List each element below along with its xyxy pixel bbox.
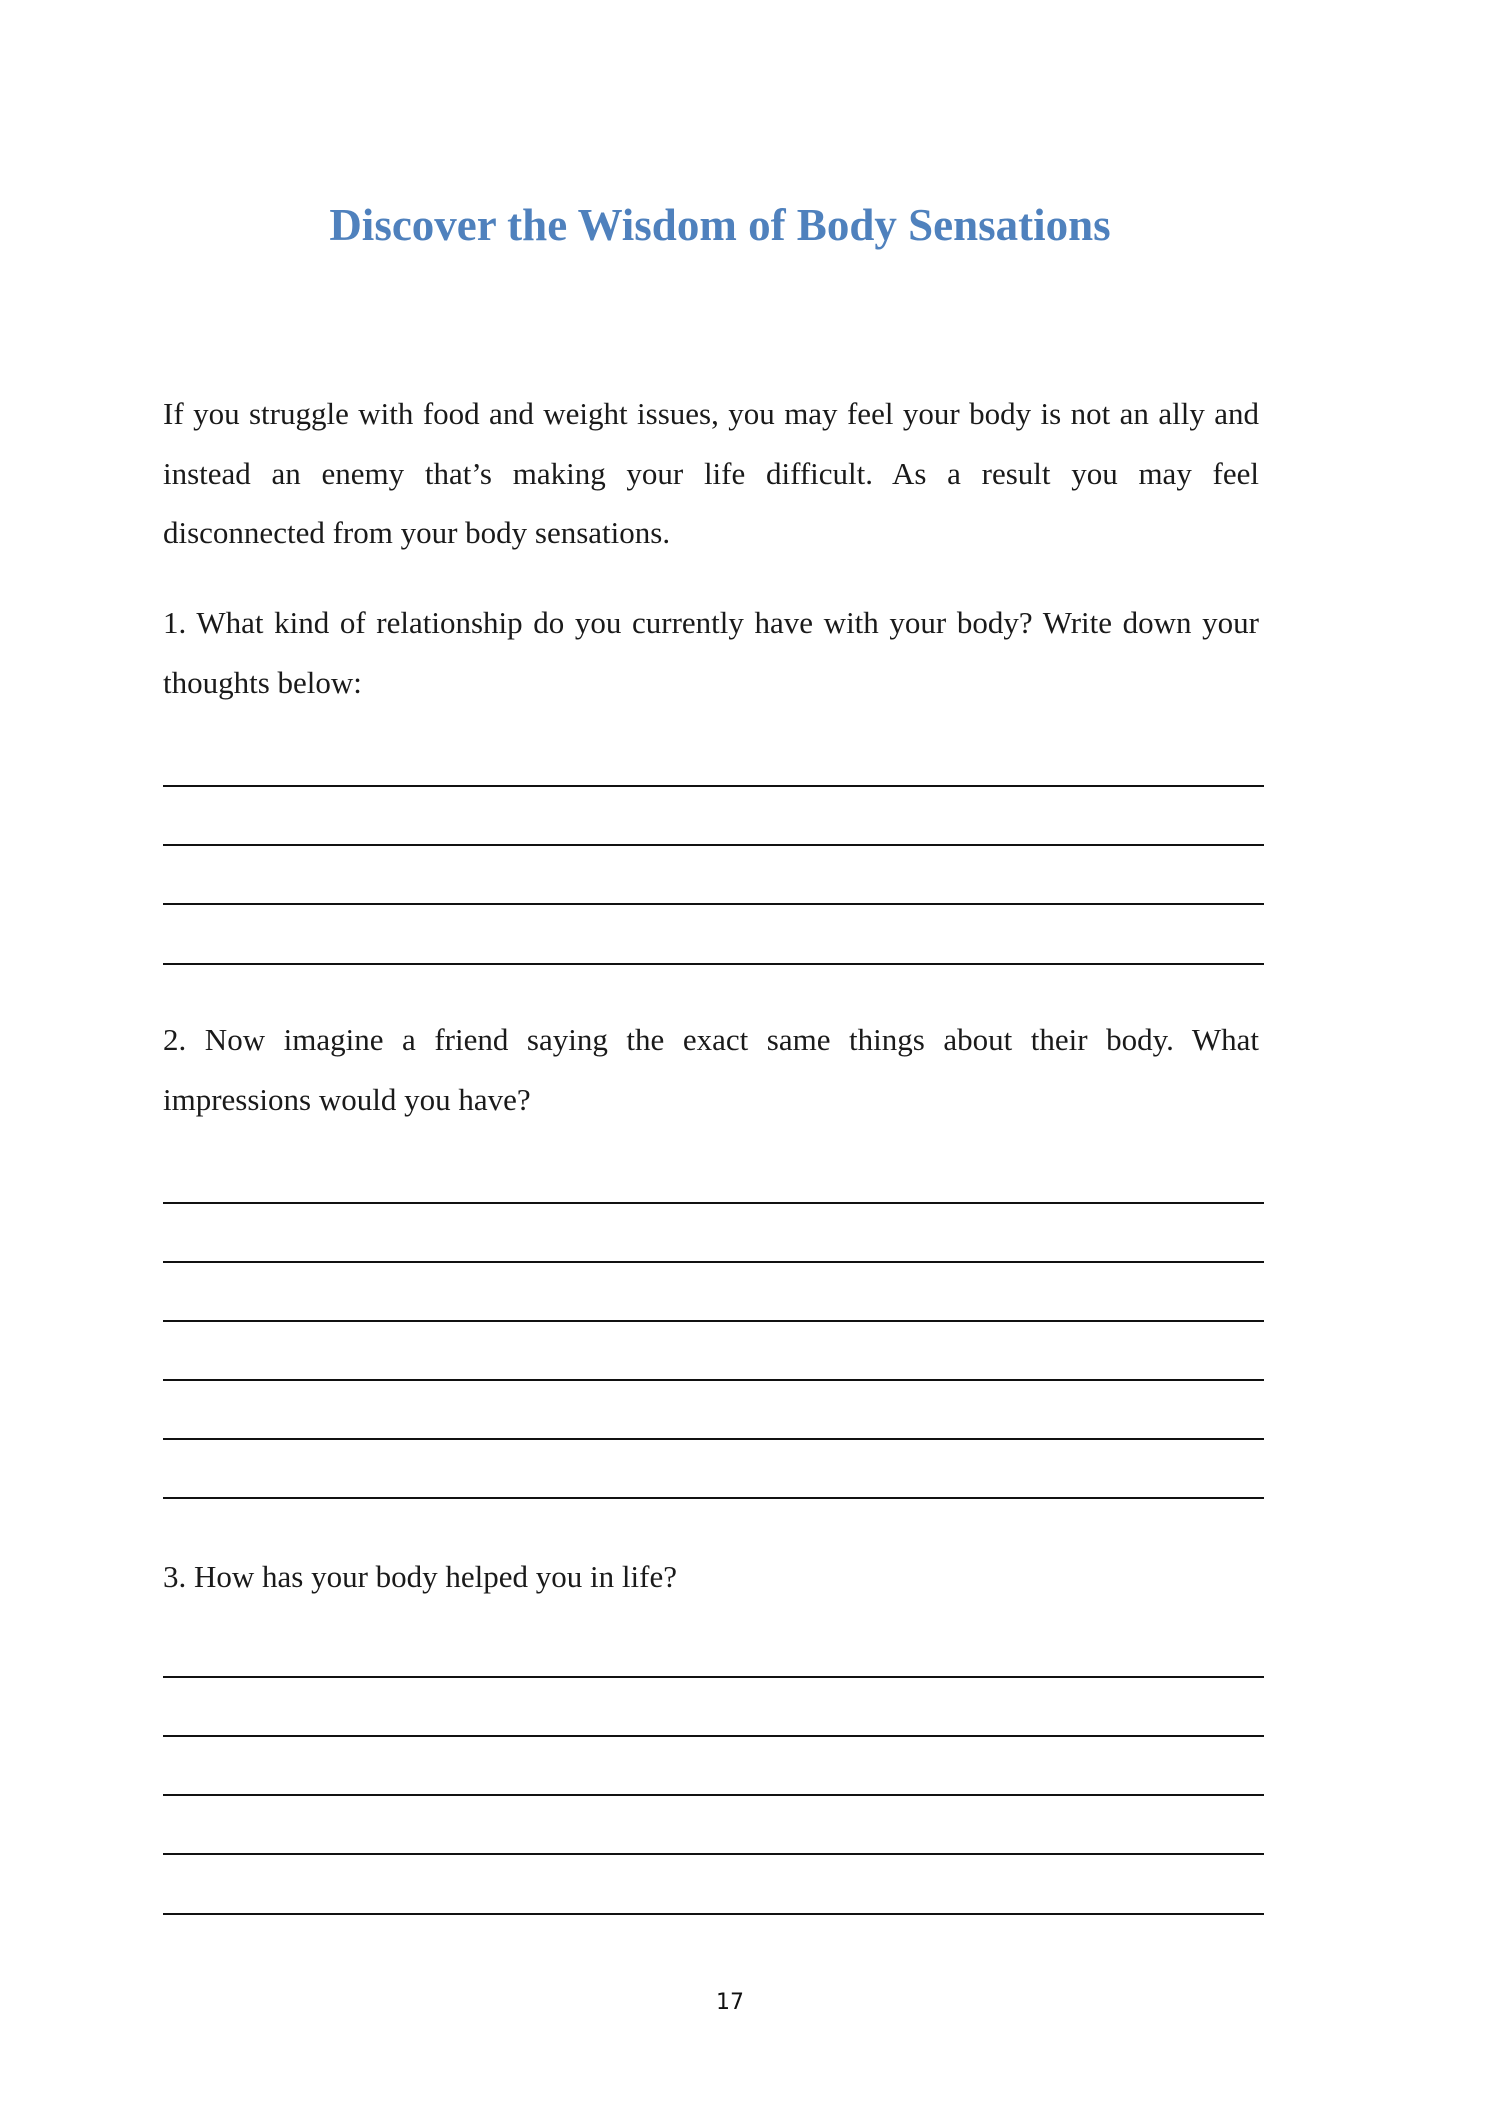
answer-line-q2-5[interactable] xyxy=(163,1438,1264,1440)
answer-line-q1-4[interactable] xyxy=(163,963,1264,965)
answer-line-q2-3[interactable] xyxy=(163,1320,1264,1322)
answer-line-q3-2[interactable] xyxy=(163,1735,1264,1737)
question-3: 3. How has your body helped you in life? xyxy=(163,1559,677,1594)
answer-line-q1-3[interactable] xyxy=(163,903,1264,905)
page-number: 17 xyxy=(716,1990,744,2015)
answer-line-q3-5[interactable] xyxy=(163,1913,1264,1915)
answer-line-q2-1[interactable] xyxy=(163,1202,1264,1204)
page-title: Discover the Wisdom of Body Sensations xyxy=(329,200,1111,250)
answer-line-q2-4[interactable] xyxy=(163,1379,1264,1381)
answer-line-q1-1[interactable] xyxy=(163,785,1264,787)
answer-line-q3-1[interactable] xyxy=(163,1676,1264,1678)
answer-line-q1-2[interactable] xyxy=(163,844,1264,846)
answer-line-q3-3[interactable] xyxy=(163,1794,1264,1796)
answer-line-q2-6[interactable] xyxy=(163,1497,1264,1499)
intro-paragraph: If you struggle with food and weight issues, you may feel your body is not an ally and instead an enemy that’s making your life difficult. As a result you may feel disconnected from your body sensations. xyxy=(163,396,1259,550)
question-1: 1. What kind of relationship do you currently have with your body? Write down your thoughts below: xyxy=(163,605,1259,700)
answer-line-q2-2[interactable] xyxy=(163,1261,1264,1263)
question-2: 2. Now imagine a friend saying the exact same things about their body. What impressions would you have? xyxy=(163,1022,1259,1117)
answer-line-q3-4[interactable] xyxy=(163,1853,1264,1855)
